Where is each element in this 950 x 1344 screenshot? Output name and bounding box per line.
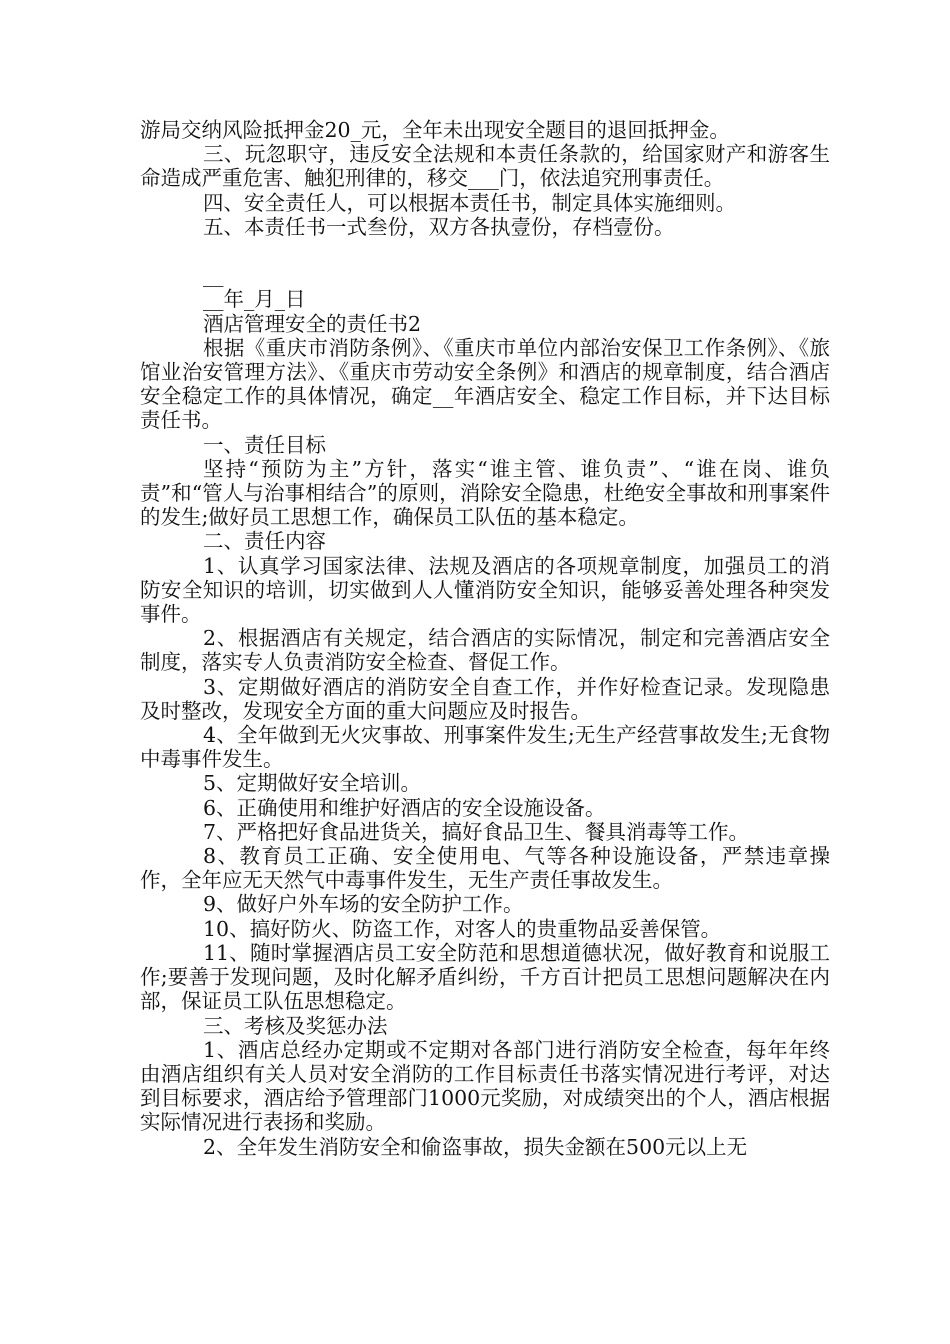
paragraph-clause-5-copies: 五、本责任书一式叁份，双方各执壹份，存档壹份。 (203, 214, 675, 239)
paragraph-deposit-refund: 游局交纳风险抵押金20_元，全年未出现安全题目的退回抵押金。 (140, 118, 730, 142)
heading-responsibility-content: 二、责任内容 (203, 529, 326, 554)
list-item-8: 8、教育员工正确、安全使用电、气等各种设施设备，严禁违章操作，全年应无天然气中毒事件发生，无生产责任事故发生。 (140, 844, 830, 893)
signature-blank: __ (203, 263, 224, 288)
list-item-7: 7、严格把好食品进货关，搞好食品卫生、餐具消毒等工作。 (203, 819, 750, 844)
list-item-9: 9、做好户外车场的安全防护工作。 (203, 892, 524, 917)
list-item-4: 4、全年做到无火灾事故、刑事案件发生;无生产经营事故发生;无食物中毒事件发生。 (140, 723, 830, 772)
list-item-10: 10、搞好防火、防盗工作，对客人的贵重物品妥善保管。 (203, 916, 722, 941)
heading-assessment: 三、考核及奖惩办法 (203, 1013, 388, 1038)
list-item-5: 5、定期做好安全培训。 (203, 771, 422, 796)
assessment-item-1: 1、酒店总经办定期或不定期对各部门进行消防安全检查，每年年终由酒店组织有关人员对安全消防的工作目标责任书落实情况进行考评，对达到目标要求，酒店给予管理部门1000元奖励，对成绩突出的个人，酒店根据实际情况进行表扬和奖励。 (140, 1037, 830, 1135)
heading-responsibility-goal: 一、责任目标 (203, 432, 326, 457)
list-item-2: 2、根据酒店有关规定，结合酒店的实际情况，制定和完善酒店安全制度，落实专人负责消防安全检查、督促工作。 (140, 626, 830, 675)
paragraph-intro: 根据《重庆市消防条例》、《重庆市单位内部治安保卫工作条例》、《旅馆业治安管理方法》、《重庆市劳动安全条例》和酒店的规章制度，结合酒店安全稳定工作的具体情况，确定__年酒店安全、稳定工作目标，并下达目标责任书。 (140, 335, 830, 433)
paragraph-clause-4-implementation: 四、安全责任人，可以根据本责任书，制定具体实施细则。 (203, 190, 736, 215)
paragraph-clause-3-negligence: 三、玩忽职守，违反安全法规和本责任条款的，给国家财产和游客生命造成严重危害、触犯刑律的，移交___门，依法追究刑事责任。 (140, 142, 830, 191)
list-item-6: 6、正确使用和维护好酒店的安全设施设备。 (203, 795, 606, 820)
section-title: 酒店管理安全的责任书2 (203, 311, 422, 336)
blank-line (140, 239, 830, 263)
assessment-item-2: 2、全年发生消防安全和偷盗事故，损失金额在500元以上无 (203, 1134, 748, 1159)
list-item-3: 3、定期做好酒店的消防安全自查工作，并作好检查记录。发现隐患及时整改，发现安全方面的重大问题应及时报告。 (140, 674, 830, 723)
date-line: __年_月_日 (203, 287, 306, 312)
document-body (140, 118, 830, 1159)
paragraph-goal: 坚持“预防为主”方针，落实“谁主管、谁负责”、“谁在岗、谁负责”和“管人与治事相结合”的原则，消除安全隐患，杜绝安全事故和刑事案件的发生;做好员工思想工作，确保员工队伍的基本稳定。 (140, 456, 830, 530)
list-item-11: 11、随时掌握酒店员工安全防范和思想道德状况，做好教育和说服工作;要善于发现问题，及时化解矛盾纠纷，千方百计把员工思想问题解决在内部，保证员工队伍思想稳定。 (140, 940, 830, 1014)
list-item-1: 1、认真学习国家法律、法规及酒店的各项规章制度，加强员工的消防安全知识的培训，切实做到人人懂消防安全知识，能够妥善处理各种突发事件。 (140, 553, 830, 627)
